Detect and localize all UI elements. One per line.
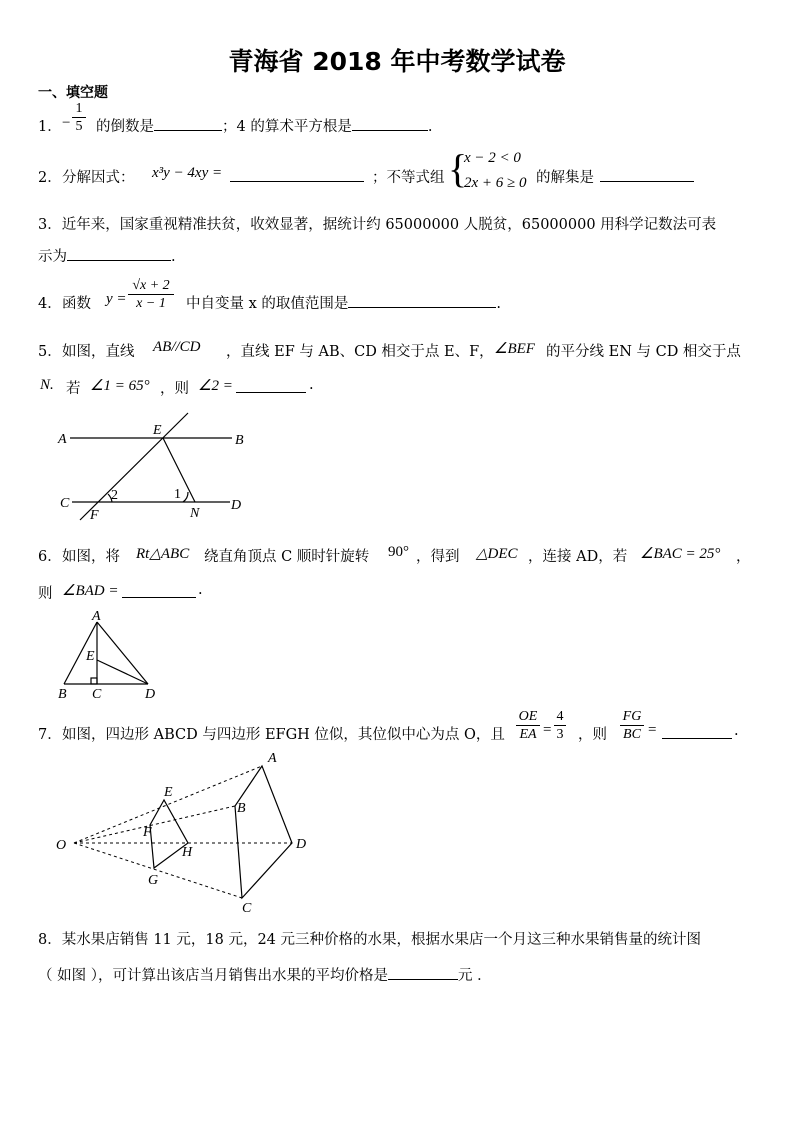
q6-text: 如图，将 bbox=[62, 549, 120, 565]
label-n: N bbox=[190, 506, 200, 521]
factor-expression: x³y − 4xy = bbox=[152, 165, 223, 181]
equals-sign: = bbox=[648, 722, 657, 738]
q7-text: 如图，四边形 ABCD 与四边形 EFGH 位似，其位似中心为点 O，且 bbox=[62, 727, 505, 743]
q6-text: 则 bbox=[38, 586, 53, 602]
q6-text: ，得到 bbox=[416, 549, 460, 565]
label-e: E bbox=[164, 785, 173, 800]
triangle-abc: Rt△ABC bbox=[136, 546, 190, 562]
q5-text: ，则 bbox=[160, 381, 189, 397]
q6-text: 绕直角顶点 C 顺时针旋转 bbox=[204, 549, 370, 565]
q8-line-1: 8．某水果店销售 11 元，18 元，24 元三种价格的水果，根据水果店一个月这三种水果销售量的统计图 bbox=[38, 932, 702, 948]
label-angle-2: 2 bbox=[111, 488, 118, 503]
label-a: A bbox=[268, 751, 277, 766]
label-b: B bbox=[58, 687, 67, 702]
q7-text: ，则 bbox=[578, 727, 607, 743]
q8-line-2: （ 如图 ），可计算出该店当月销售出水果的平均价格是 元 ． bbox=[38, 964, 492, 985]
angle-bac: ∠BAC = 25° bbox=[640, 546, 721, 562]
angle-2-ask: ∠2 = bbox=[198, 378, 233, 394]
brace-icon: { bbox=[448, 146, 468, 191]
label-e: E bbox=[153, 423, 162, 438]
ratio-four-thirds: $\frac{4}{3}$ bbox=[554, 708, 566, 743]
q3-line-2: 示为 . bbox=[38, 245, 176, 266]
question-number: 4． bbox=[38, 296, 62, 312]
angle-bad: ∠BAD = bbox=[62, 583, 119, 599]
label-c: C bbox=[242, 901, 252, 916]
label-b: B bbox=[237, 801, 246, 816]
label-g: G bbox=[148, 873, 159, 888]
q4-text: 中自变量 x 的取值范围是 . bbox=[186, 292, 501, 313]
q2-text: 分解因式： bbox=[62, 170, 135, 186]
rotation-angle: 90° bbox=[388, 544, 409, 560]
question-number: 1． bbox=[38, 119, 62, 135]
point-n: N. bbox=[40, 377, 54, 393]
label-h: H bbox=[182, 845, 193, 860]
inequality-1: x − 2 < 0 bbox=[464, 150, 521, 166]
q7-end: . bbox=[734, 723, 739, 739]
label-e: E bbox=[86, 649, 95, 664]
label-c: C bbox=[92, 687, 102, 702]
label-f: F bbox=[90, 508, 99, 523]
q3-line-1: 3．近年来，国家重视精准扶贫，收效显著，据统计约 65000000 人脱贫，65000000 用科学记数法可表 bbox=[38, 217, 717, 233]
equals-sign: = bbox=[543, 722, 552, 738]
q2-text: ；不等式组 bbox=[372, 170, 445, 186]
label-a: A bbox=[58, 432, 67, 447]
page-title: 青海省 2018 年中考数学试卷 bbox=[228, 47, 566, 76]
minus-sign: − bbox=[62, 115, 71, 131]
label-a: A bbox=[92, 609, 101, 624]
triangle-dec: △DEC bbox=[476, 546, 518, 562]
ratio-oe-ea: $\frac{OE}{EA}$ bbox=[516, 708, 540, 743]
label-b: B bbox=[235, 433, 244, 448]
q5-text: ，直线 EF 与 AB、CD 相交于点 E、F， bbox=[226, 344, 494, 360]
label-c: C bbox=[60, 496, 70, 511]
label-f: F bbox=[143, 825, 152, 840]
label-d: D bbox=[231, 498, 242, 513]
question-number: 5． bbox=[38, 344, 62, 360]
label-o: O bbox=[56, 838, 67, 853]
q6-text: ，连接 AD，若 bbox=[528, 549, 628, 565]
label-d: D bbox=[296, 837, 307, 852]
q5-text: 的平分线 EN 与 CD 相交于点 bbox=[546, 344, 741, 360]
q5-text: 若 bbox=[66, 381, 81, 397]
fraction-one-fifth: $\frac{1}{5}$ bbox=[72, 100, 86, 135]
q5-end: . bbox=[309, 377, 314, 393]
label-angle-1: 1 bbox=[174, 487, 181, 502]
q2-text: 的解集是 bbox=[536, 170, 594, 186]
function-fraction: $\frac{√x + 2}{x - 1}$ bbox=[128, 277, 174, 312]
answer-blank[interactable] bbox=[388, 964, 458, 980]
ratio-fg-bc: $\frac{FG}{BC}$ bbox=[620, 708, 644, 743]
inequality-2: 2x + 6 ≥ 0 bbox=[464, 175, 527, 191]
question-number: 6． bbox=[38, 549, 62, 565]
function-y: y = bbox=[106, 291, 127, 307]
section-heading: 一、填空题 bbox=[38, 85, 108, 101]
q6-end: . bbox=[198, 582, 203, 598]
q5-text: 如图，直线 bbox=[62, 344, 135, 360]
question-number: 2． bbox=[38, 170, 62, 186]
angle-1-given: ∠1 = 65° bbox=[90, 378, 150, 394]
label-d: D bbox=[145, 687, 156, 702]
parallel-lines: AB//CD bbox=[153, 339, 201, 355]
question-number: 7． bbox=[38, 727, 62, 743]
angle-bef: ∠BEF bbox=[494, 341, 535, 357]
q1-text: 的倒数是 ；4 的算术平方根是 . bbox=[96, 115, 432, 136]
q6-text: ， bbox=[736, 549, 751, 565]
q4-text: 函数 bbox=[62, 296, 91, 312]
